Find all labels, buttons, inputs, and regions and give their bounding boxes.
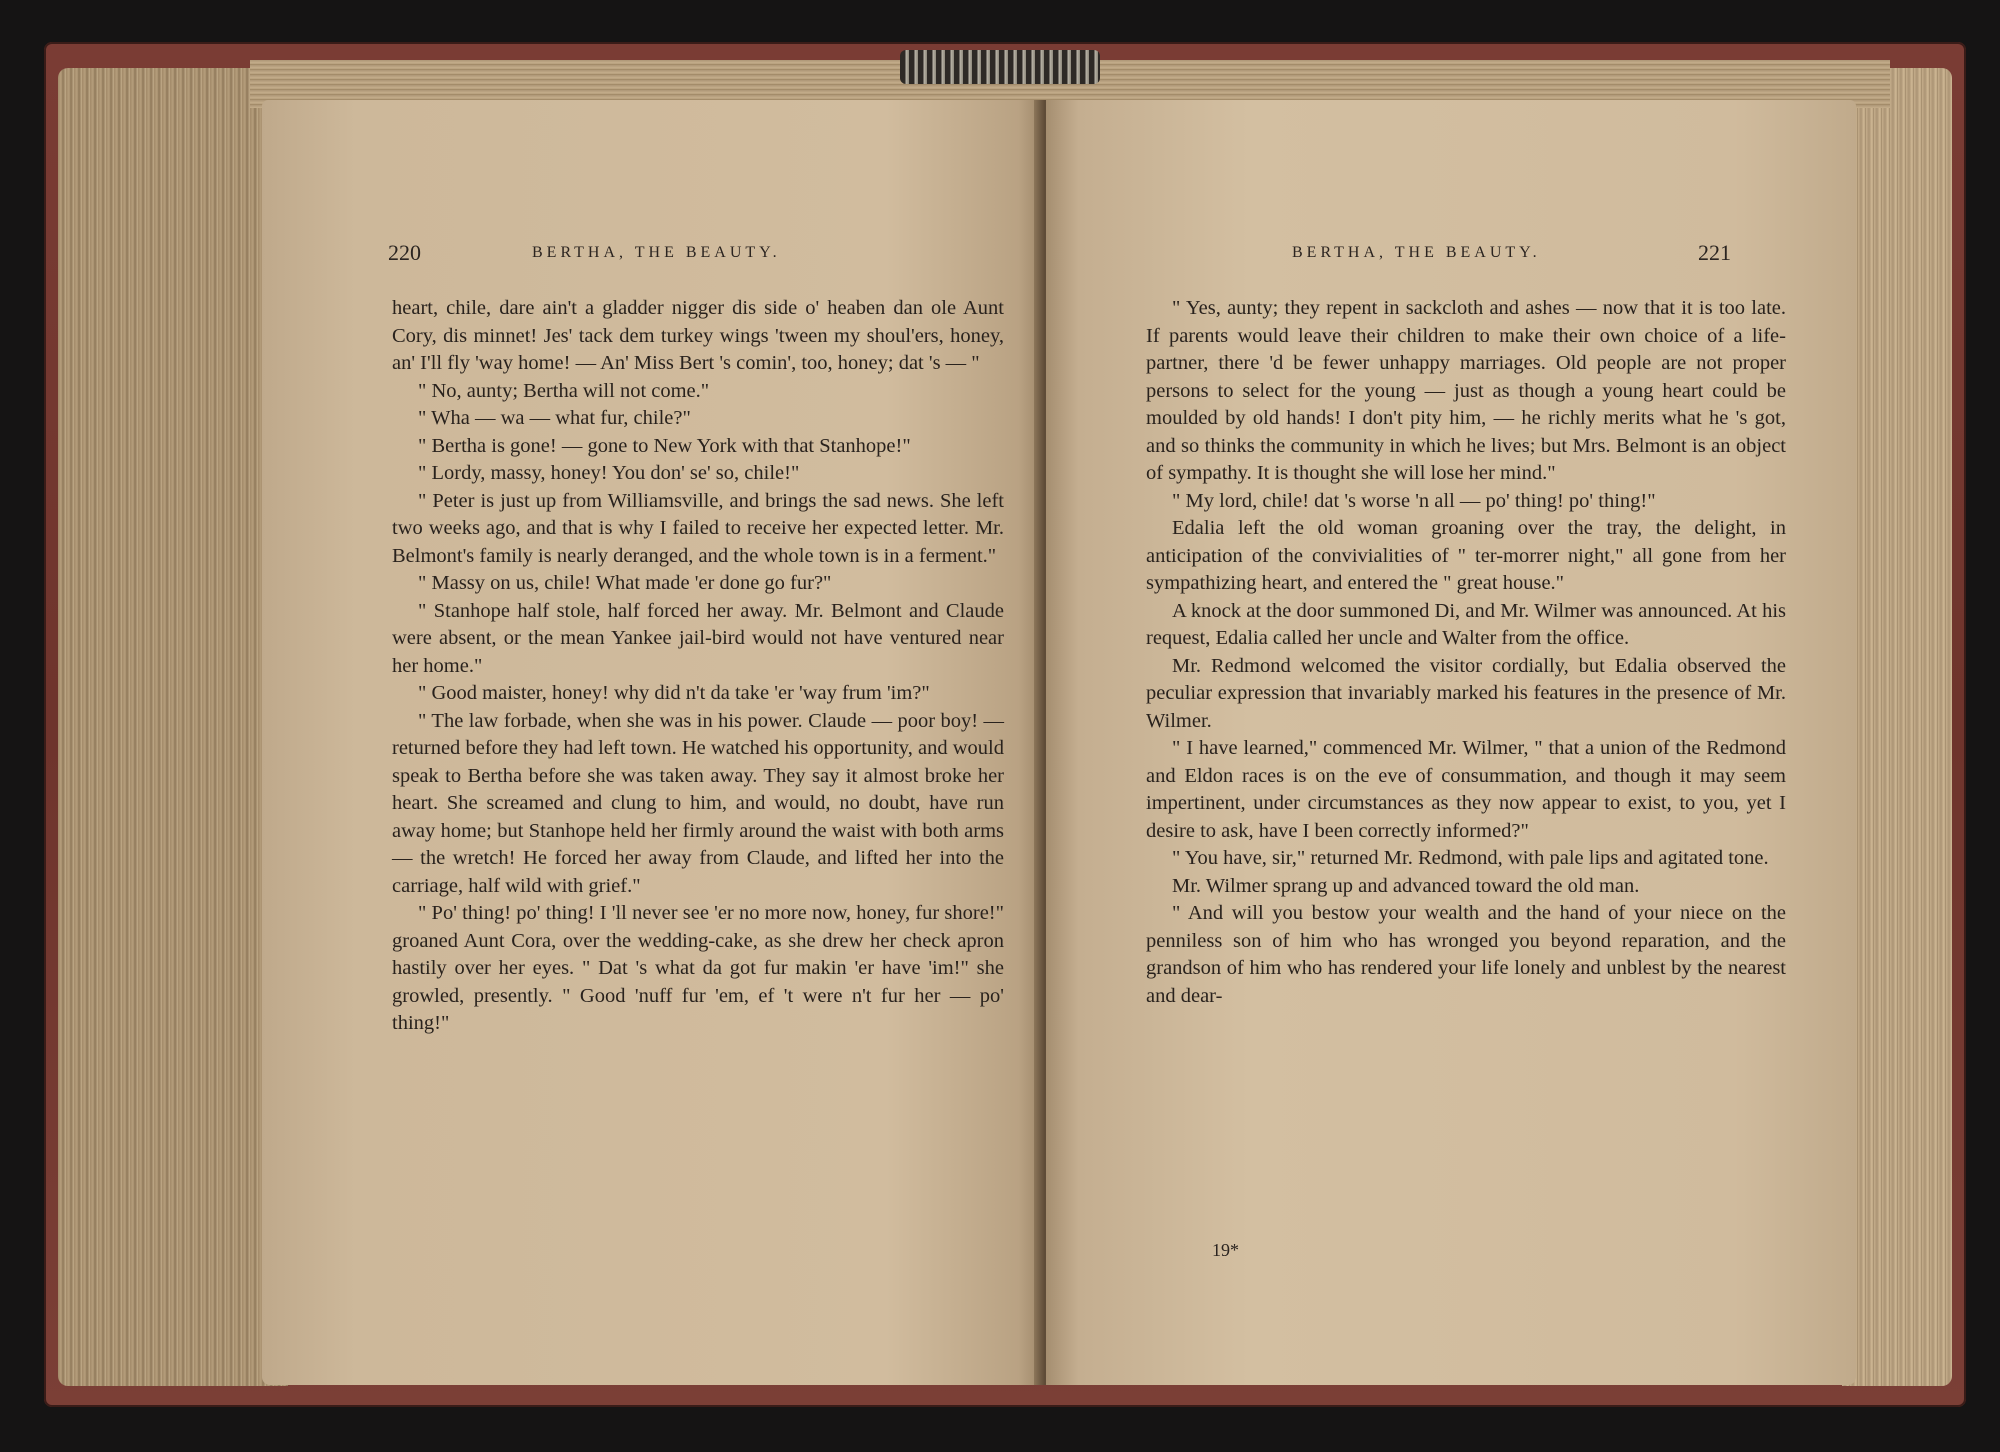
paragraph: " Stanhope half stole, half forced her away. Mr. Belmont and Claude were absent, or the mean Yankee jail-bird would not have ventured near her home." [392,599,1004,677]
paragraph: Mr. Wilmer sprang up and advanced toward the old man. [1172,874,1640,897]
spine-headband [900,50,1100,84]
page-edges-left [58,68,288,1386]
page-edges-right [1842,68,1952,1386]
paragraph: " Yes, aunty; they repent in sackcloth and ashes — now that it is too late. If parents would leave their children to make their own choice of a life-partner, there 'd be fewer unhappy marriages. Old people are not proper persons to select for the young — just as though a young heart could be moulded by old hands! I don't pity him, — he richly merits what he 's got, and so thinks the community in which he lives; but Mrs. Belmont is an object of sympathy. It is thought she will lose her mind." [1146,297,1786,484]
paragraph: " Peter is just up from Williamsville, and brings the sad news. She left two weeks ago, and that is why I failed to receive her expected letter. Mr. Belmont's family is nearly deranged, and the whole town is in a ferment." [392,489,1004,567]
paragraph: " The law forbade, when she was in his power. Claude — poor boy! — returned before they had left town. He watched his opportunity, and would speak to Bertha before she was taken away. They say it almost broke her heart. She screamed and clung to him, and would, no doubt, have run away home; but Stanhope held her firmly around the waist with both arms — the wretch! He forced her away from Claude, and lifted her into the carriage, half wild with grief." [392,709,1004,897]
paragraph: " I have learned," commenced Mr. Wilmer, " that a union of the Redmond and Eldon races is on the eve of consummation, and though it may seem impertinent, under circumstances as they now appear to exist, to you, yet I desire to ask, have I been correctly informed?" [1146,737,1786,842]
paragraph: A knock at the door summoned Di, and Mr. Wilmer was announced. At his request, Edalia called her uncle and Walter from the office. [1146,599,1786,649]
paragraph: Mr. Redmond welcomed the visitor cordially, but Edalia observed the peculiar expression that invariably marked his features in the presence of Mr. Wilmer. [1146,654,1786,732]
paragraph: heart, chile, dare ain't a gladder nigger dis side o' heaben dan ole Aunt Cory, dis minnet! Jes' tack dem turkey wings 'tween my shoul'ers, honey, an' I'll fly 'way home! — An' Miss Bert 's comin', too, honey; dat 's — " [392,297,1004,374]
left-page-header [262,240,1042,280]
left-page-number: 220 [388,240,421,265]
signature-mark: 19* [1212,1240,1239,1260]
left-page [262,100,1042,1385]
paragraph: " Bertha is gone! — gone to New York with that Stanhope!" [418,434,911,457]
paragraph: " You have, sir," returned Mr. Redmond, with pale lips and agitated tone. [1172,847,1769,869]
right-page-text [1146,295,1786,1010]
paragraph: Edalia left the old woman groaning over the tray, the delight, in anticipation of the convivialities of " ter-morrer night," all gone from her sympathizing heart, and entered the " great house." [1146,517,1786,594]
paragraph: " Good maister, honey! why did n't da take 'er 'way frum 'im?" [418,682,930,704]
paragraph: " Lordy, massy, honey! You don' se' so, chile!" [418,462,800,484]
right-page-header [1046,240,1856,280]
paragraph: " Wha — wa — what fur, chile?" [418,407,691,429]
left-page-text [392,295,1004,1038]
paragraph: " Po' thing! po' thing! I 'll never see 'er no more now, honey, fur shore!" groaned Aunt Cora, over the wedding-cake, as she drew her check apron hastily over her eyes. " Dat 's what da got fur makin 'er have 'im!" she growled, presently. " Good 'nuff fur 'em, ef 't were n't fur her — po' thing!" [392,902,1004,1034]
right-page-number: 221 [1698,240,1731,265]
right-page [1046,100,1856,1385]
left-running-title: BERTHA, THE BEAUTY. [532,244,781,261]
paragraph: " And will you bestow your wealth and the hand of your niece on the penniless son of him who has wronged you beyond reparation, and the grandson of him who has rendered your life lonely and unblest by the nearest and dear- [1146,902,1786,1007]
paragraph: " My lord, chile! dat 's worse 'n all — po' thing! po' thing!" [1172,489,1656,512]
right-running-title: BERTHA, THE BEAUTY. [1292,244,1541,261]
paragraph: " No, aunty; Bertha will not come." [418,379,710,402]
paragraph: " Massy on us, chile! What made 'er done go fur?" [418,572,832,594]
